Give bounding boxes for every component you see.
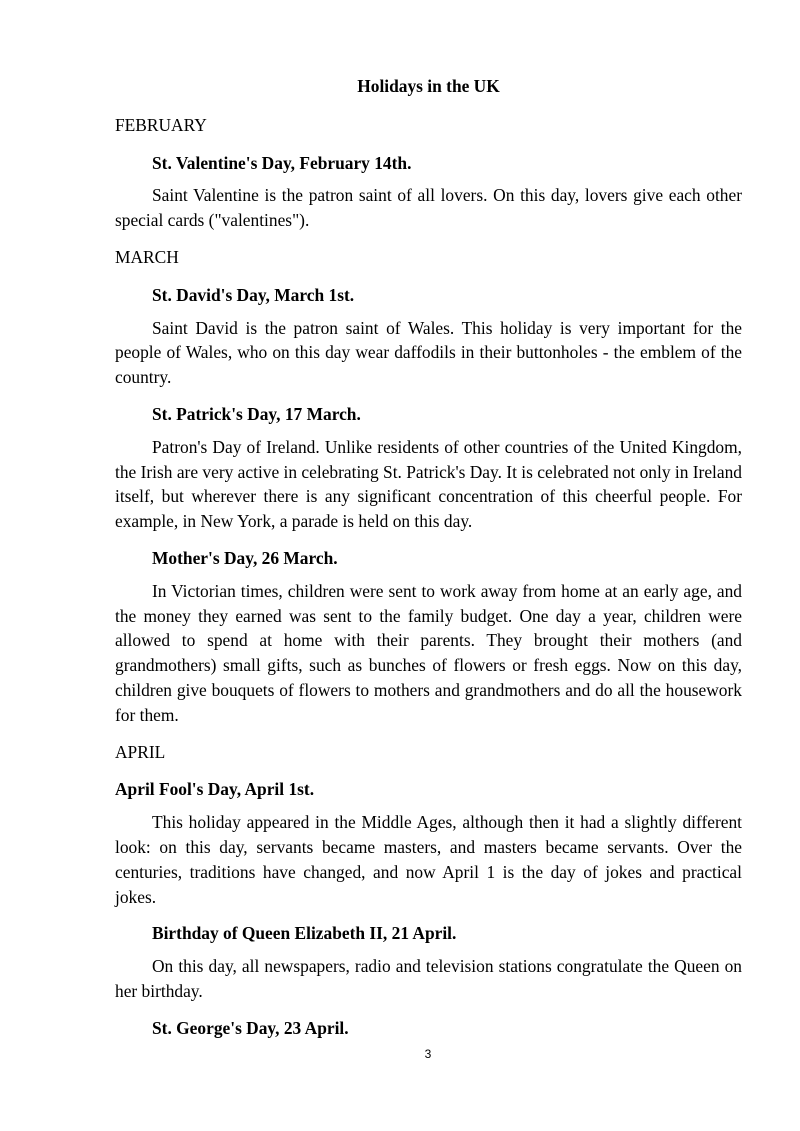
heading-april-fools-day: April Fool's Day, April 1st. xyxy=(115,779,315,800)
heading-st-georges-day: St. George's Day, 23 April. xyxy=(152,1017,349,1038)
heading-valentines-day: St. Valentine's Day, February 14th. xyxy=(152,152,412,173)
heading-st-davids-day: St. David's Day, March 1st. xyxy=(152,284,355,305)
heading-st-patricks-day: St. Patrick's Day, 17 March. xyxy=(152,403,361,424)
paragraph-st-patricks-day: Patron's Day of Ireland. Unlike residents of other countries of the United Kingdom, the Irish are very active in celebrating St. Patrick's Day. It is celebrated not only in Ireland itself, but wherever there is any significant concentration of this cheerful people. For example, in New York, a parade is held on this day. xyxy=(115,436,742,532)
month-february: FEBRUARY xyxy=(115,114,207,135)
paragraph-queen-birthday: On this day, all newspapers, radio and television stations congratulate the Queen on her birthday. xyxy=(115,956,742,1001)
document-title: Holidays in the UK xyxy=(357,76,500,96)
page-number: 3 xyxy=(424,1047,432,1061)
paragraph-april-fools-day: This holiday appeared in the Middle Ages, although then it had a slightly different look: on this day, servants became masters, and masters became servants. Over the centuries, traditions have changed, and now April 1 is the day of jokes and practical jokes. xyxy=(115,812,742,907)
heading-mothers-day: Mother's Day, 26 March. xyxy=(152,547,338,568)
month-march: MARCH xyxy=(115,246,179,267)
paragraph-st-davids-day: Saint David is the patron saint of Wales. This holiday is very important for the people of Wales, who on this day wear daffodils in their buttonholes - the emblem of the country. xyxy=(115,317,742,388)
paragraph-valentines-day: Saint Valentine is the patron saint of all lovers. On this day, lovers give each other special cards ("valentines"). xyxy=(115,185,742,231)
month-april: APRIL xyxy=(115,741,166,762)
document-page xyxy=(115,74,742,1049)
heading-queen-birthday: Birthday of Queen Elizabeth II, 21 April. xyxy=(152,923,457,944)
paragraph-mothers-day: In Victorian times, children were sent to work away from home at an early age, and the money they earned was sent to the family budget. One day a year, children were allowed to spend at home with their parents. They brought their mothers (and grandmothers) small gifts, such as bunches of flowers or fresh eggs. Now on this day, children give bouquets of flowers to mothers and grandmothers and do all the housework for them. xyxy=(115,580,742,725)
